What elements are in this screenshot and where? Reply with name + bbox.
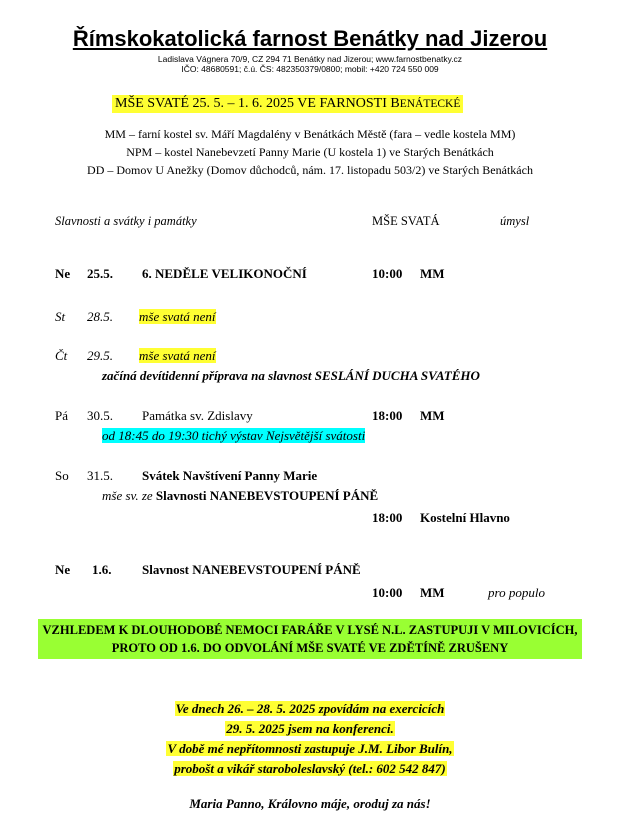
col-intent-header: úmysl	[500, 214, 530, 228]
substitution-notice	[38, 619, 582, 659]
no-mass-note: mše svatá není	[139, 309, 216, 324]
church-dd: DD – Domov U Anežky (Domov důchodců, nám. 17. listopadu 503/2) ve Starých Benátkách	[87, 163, 533, 177]
day-label: Ne	[55, 266, 71, 281]
col-mass-header: MŠE SVATÁ	[372, 214, 440, 228]
date-label: 30.5.	[87, 408, 113, 423]
church-mm: MM – farní kostel sv. Máří Magdalény v Benátkách Městě (fara – vedle kostela MM)	[104, 127, 516, 141]
mass-intent: pro populo	[488, 585, 545, 600]
church-npm: NPM – kostel Nanebevzetí Panny Marie (U kostela 1) ve Starých Benátkách	[126, 145, 494, 159]
day-label: Pá	[55, 408, 68, 423]
notice-line: VZHLEDEM K DLOUHODOBÉ NEMOCI FARÁŘE V LYSÉ N.L. ZASTUPUJI V MILOVICÍCH,	[42, 623, 578, 637]
novena-note: začíná devítidenní příprava na slavnost SESLÁNÍ DUCHA SVATÉHO	[102, 368, 480, 383]
contact-line: IČO: 48680591; č.ú. ČS: 482350379/0800; mobil: +420 724 550 009	[181, 64, 439, 74]
address-line: Ladislava Vágnera 70/9, CZ 294 71 Benátky nad Jizerou; www.farnostbenatky.cz	[157, 54, 463, 64]
schedule-banner: MŠE SVATÉ 25. 5. – 1. 6. 2025 VE FARNOSTI BENÁTECKÉ	[112, 95, 463, 113]
day-label: So	[55, 468, 69, 483]
vigil-note: mše sv. ze Slavnosti NANEBEVSTOUPENÍ PÁNĚ	[102, 488, 379, 503]
absence-notice-line: 29. 5. 2025 jsem na konferenci.	[226, 721, 394, 736]
mass-place: MM	[420, 408, 445, 423]
day-label: Ne	[55, 562, 71, 577]
date-label: 1.6.	[92, 562, 112, 577]
parish-title: Římskokatolická farnost Benátky nad Jizerou	[72, 26, 548, 51]
date-label: 25.5.	[87, 266, 113, 281]
mass-place: MM	[420, 266, 445, 281]
mass-place: Kostelní Hlavno	[420, 510, 510, 525]
day-label: Čt	[55, 348, 68, 363]
mass-place: MM	[420, 585, 445, 600]
absence-notice-line: Ve dnech 26. – 28. 5. 2025 zpovídám na exercicích	[175, 701, 445, 716]
col-feasts-header: Slavnosti a svátky i památky	[55, 214, 197, 228]
closing-prayer: Maria Panno, Královno máje, oroduj za nás!	[189, 796, 431, 811]
date-label: 31.5.	[87, 468, 113, 483]
mass-time: 18:00	[372, 408, 403, 423]
date-label: 28.5.	[87, 309, 113, 324]
notice-line: PROTO OD 1.6. DO ODVOLÁNÍ MŠE SVATÉ VE ZDĚTÍNĚ ZRUŠENY	[111, 641, 509, 655]
absence-notice-line: probošt a vikář staroboleslavský (tel.: 602 542 847)	[174, 761, 446, 776]
no-mass-note: mše svatá není	[139, 348, 216, 363]
day-label: St	[55, 309, 66, 324]
feast-title: Svátek Navštívení Panny Marie	[142, 468, 318, 483]
adoration-note: od 18:45 do 19:30 tichý výstav Nejsvětější svátosti	[102, 428, 366, 443]
feast-title: Památka sv. Zdislavy	[142, 408, 253, 423]
mass-time: 10:00	[372, 266, 403, 281]
feast-title: Slavnost NANEBEVSTOUPENÍ PÁNĚ	[142, 562, 361, 577]
mass-time: 10:00	[372, 585, 403, 600]
absence-notice-line: V době mé nepřítomnosti zastupuje J.M. Libor Bulín,	[167, 741, 453, 756]
date-label: 29.5.	[87, 348, 113, 363]
mass-time: 18:00	[372, 510, 403, 525]
feast-title: 6. NEDĚLE VELIKONOČNÍ	[142, 266, 307, 281]
